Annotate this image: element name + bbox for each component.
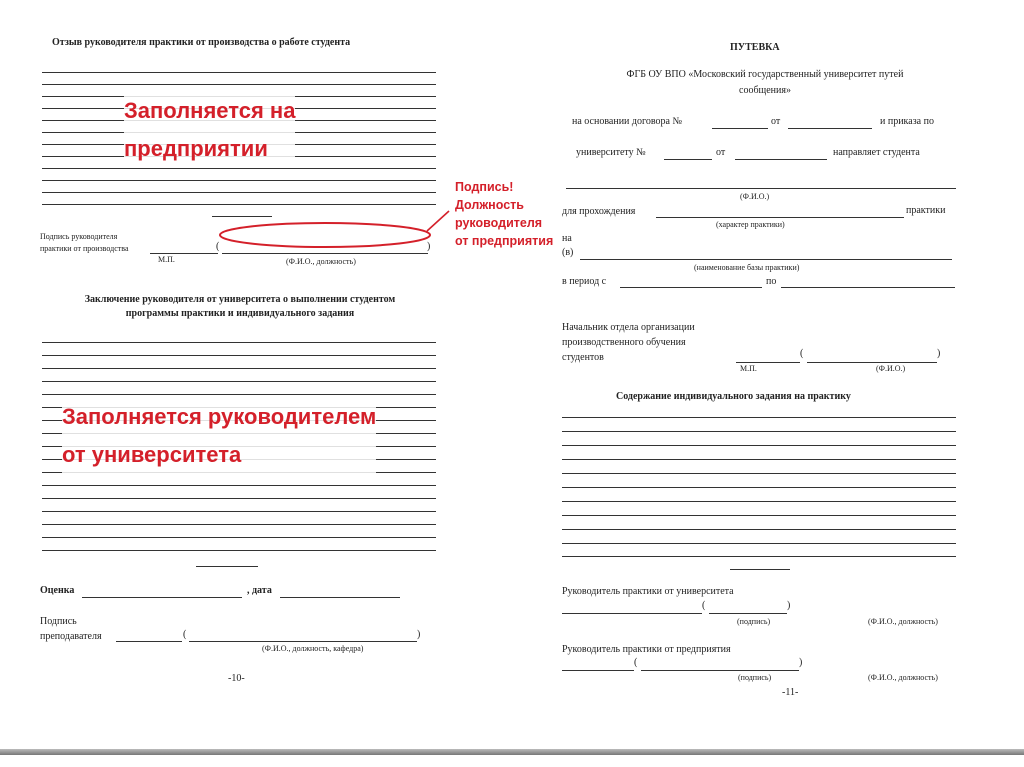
- contract-label: на основании договора №: [572, 116, 682, 127]
- sig-line-left: [150, 253, 218, 254]
- page-bottom-edge: [0, 749, 1024, 755]
- sig-paren-close: ): [427, 241, 431, 252]
- university-head-label: Руководитель практики от университета: [562, 586, 734, 597]
- organization: ФГБ ОУ ВПО «Московский государственный университет путей сообщения»: [626, 69, 904, 96]
- order-label: и приказа по: [880, 116, 934, 127]
- v-label: (в): [562, 247, 574, 258]
- order-from: от: [716, 147, 726, 158]
- na-label: на: [562, 233, 572, 244]
- ent-fio-position-label: (Ф.И.О., должность): [868, 673, 938, 682]
- sends-student: направляет студента: [833, 147, 920, 158]
- contract-date-line: [788, 128, 872, 129]
- conclusion-title: Заключение руководителя от университета о выполнении студентом программы практики и индивидуального задания: [84, 294, 396, 319]
- univ-sig-line: [562, 613, 702, 614]
- fio-right: (Ф.И.О.): [876, 364, 906, 373]
- head-sig-line: [736, 362, 800, 363]
- contract-from: от: [771, 116, 781, 127]
- for-label: для прохождения: [562, 206, 636, 217]
- period-start-line: [620, 287, 762, 288]
- university-order-label: университету №: [576, 147, 646, 158]
- right-page: [450, 0, 1024, 760]
- univ-fio-line: [709, 613, 787, 614]
- base-line: [580, 259, 952, 260]
- grade-label: Оценка: [40, 585, 75, 596]
- order-number-line: [664, 159, 712, 160]
- teacher-sig-line: [116, 641, 182, 642]
- head-paren-close: ): [937, 348, 941, 359]
- order-date-line: [735, 159, 827, 160]
- fio-position-label: (Ф.И.О., должность): [286, 257, 356, 266]
- voucher-title: ПУТЕВКА: [730, 42, 780, 53]
- mp-label: М.П.: [158, 255, 175, 264]
- fio-label: (Ф.И.О.): [740, 192, 770, 201]
- univ-paren-open: (: [702, 600, 706, 611]
- mp-right: М.П.: [740, 364, 757, 373]
- practice-type-line: [656, 217, 904, 218]
- page-number-right: -11-: [782, 687, 799, 698]
- practice-label: практики: [906, 205, 946, 216]
- ent-fio-line: [641, 670, 799, 671]
- base-name-label: (наименование базы практики): [694, 263, 800, 272]
- task-title: Содержание индивидуального задания на практику: [616, 391, 851, 402]
- grade-line: [82, 597, 242, 598]
- dept-head-label: Начальник отдела организации производственного обучения студентов: [562, 322, 695, 363]
- teacher-paren-close: ): [417, 629, 421, 640]
- ent-signature-label: (подпись): [738, 673, 772, 682]
- practice-type-label: (характер практики): [716, 220, 785, 229]
- enterprise-head-label: Руководитель практики от предприятия: [562, 644, 731, 655]
- signature-label: Подпись руководителя практики от производства: [40, 232, 129, 253]
- date-label: , дата: [247, 585, 272, 596]
- univ-paren-close: ): [787, 600, 791, 611]
- ent-sig-line: [562, 670, 634, 671]
- period-label: в период с: [562, 276, 607, 287]
- teacher-signature-label: Подпись преподавателя: [40, 616, 102, 642]
- fio-dept-label: (Ф.И.О., должность, кафедра): [262, 644, 364, 653]
- review-title: Отзыв руководителя практики от производства о работе студента: [52, 37, 351, 48]
- page-number-left: -10-: [228, 673, 245, 684]
- note-university: Заполняется руководителем от университета: [62, 398, 376, 474]
- head-fio-line: [807, 362, 937, 363]
- univ-signature-label: (подпись): [737, 617, 771, 626]
- ent-paren-open: (: [634, 657, 638, 668]
- signature-note: Подпись! Должность руководителя от предприятия: [455, 180, 554, 248]
- teacher-paren-open: (: [183, 629, 187, 640]
- teacher-fio-line: [189, 641, 417, 642]
- note-enterprise: Заполняется на предприятии: [124, 92, 295, 168]
- univ-fio-position-label: (Ф.И.О., должность): [868, 617, 938, 626]
- date-line: [280, 597, 400, 598]
- po-label: по: [766, 276, 777, 287]
- ent-paren-close: ): [799, 657, 803, 668]
- sig-paren-open: (: [216, 241, 220, 252]
- contract-number-line: [712, 128, 768, 129]
- period-end-line: [781, 287, 955, 288]
- student-name-line: [566, 188, 956, 189]
- head-paren-open: (: [800, 348, 804, 359]
